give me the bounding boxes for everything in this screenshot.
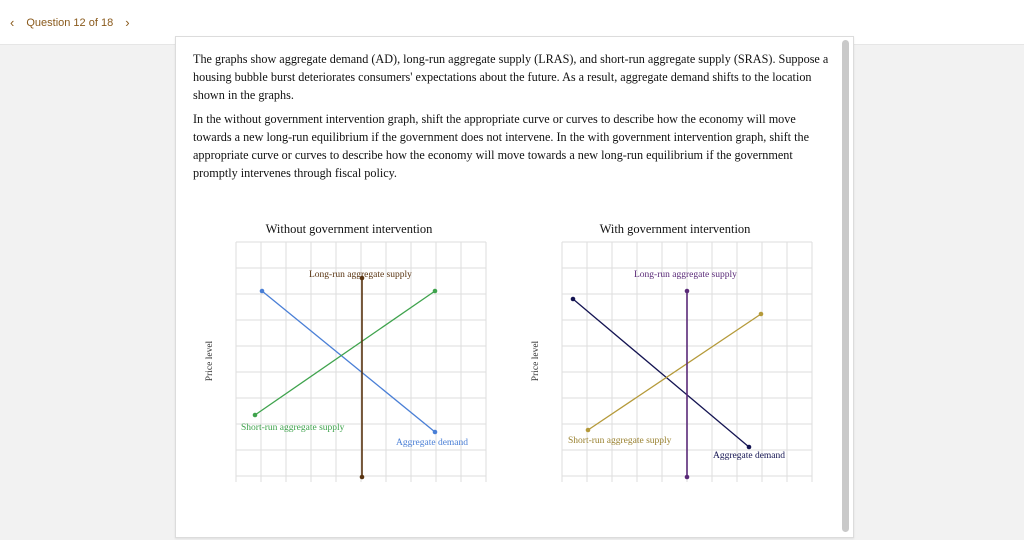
left-lras-curve[interactable] bbox=[360, 276, 365, 480]
right-lras-curve[interactable] bbox=[685, 289, 690, 480]
right-lras-label: Long-run aggregate supply bbox=[634, 270, 737, 280]
left-sras-label: Short-run aggregate supply bbox=[241, 423, 345, 433]
left-lras-label: Long-run aggregate supply bbox=[309, 270, 412, 280]
question-counter: Question 12 of 18 bbox=[26, 16, 114, 29]
right-graph-title: With government intervention bbox=[599, 222, 751, 236]
chevron-left-icon[interactable]: ‹ bbox=[10, 15, 15, 30]
left-graph-title: Without government intervention bbox=[265, 222, 433, 236]
left-y-axis-label: Price level bbox=[205, 340, 215, 382]
right-ad-label: Aggregate demand bbox=[713, 451, 786, 461]
question-navigation bbox=[6, 15, 134, 30]
question-paragraph-1: The graphs show aggregate demand (AD), long-run aggregate supply (LRAS), and short-run aggregate supply (SRAS). Suppose a housing bubble burst deteriorates consumers' expectations about the future. As a result, aggregate demand shifts to the location shown in the graphs. bbox=[193, 52, 829, 102]
right-y-axis-label: Price level bbox=[531, 340, 541, 382]
chevron-right-icon[interactable]: › bbox=[125, 15, 130, 30]
right-sras-label: Short-run aggregate supply bbox=[568, 436, 672, 446]
question-paragraph-2: In the without government intervention graph, shift the appropriate curve or curves to describe how the economy will move towards a new long-run equilibrium if the government does not intervene. In the with government intervention graph, shift the appropriate curve or curves to describe how the economy will move towards a new long-run equilibrium if the government promptly intervenes through fiscal policy. bbox=[193, 112, 809, 180]
scrollbar[interactable] bbox=[842, 40, 849, 532]
left-ad-label: Aggregate demand bbox=[396, 438, 469, 448]
